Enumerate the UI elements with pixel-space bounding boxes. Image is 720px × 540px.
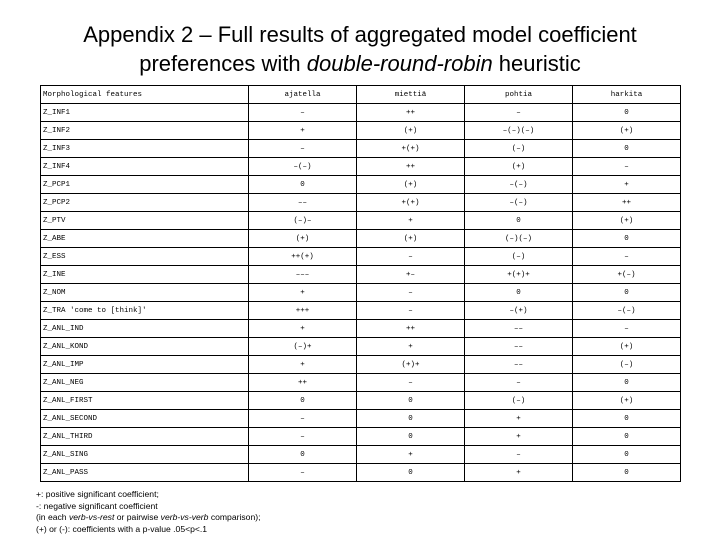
value-cell: (–) xyxy=(465,392,573,410)
value-cell: –– xyxy=(249,194,357,212)
value-cell: 0 xyxy=(573,428,681,446)
value-cell: + xyxy=(249,356,357,374)
table-row xyxy=(41,464,681,482)
value-cell: (–)(–) xyxy=(465,230,573,248)
value-cell: + xyxy=(465,410,573,428)
value-cell: +++ xyxy=(249,302,357,320)
results-table xyxy=(40,85,681,482)
table-row xyxy=(41,248,681,266)
title-line-2-emphasis: double-round-robin xyxy=(306,51,493,76)
value-cell: –(–) xyxy=(573,302,681,320)
value-cell: –(–) xyxy=(249,158,357,176)
feature-cell: Z_ANL_KOND xyxy=(41,338,249,356)
value-cell: – xyxy=(357,248,465,266)
value-cell: 0 xyxy=(573,230,681,248)
value-cell: 0 xyxy=(573,140,681,158)
value-cell: +(–) xyxy=(573,266,681,284)
value-cell: 0 xyxy=(573,410,681,428)
feature-cell: Z_NOM xyxy=(41,284,249,302)
table-row xyxy=(41,212,681,230)
table-header-row xyxy=(41,86,681,104)
value-cell: – xyxy=(249,464,357,482)
feature-cell: Z_ESS xyxy=(41,248,249,266)
value-cell: (+) xyxy=(465,158,573,176)
value-cell: (–)+ xyxy=(249,338,357,356)
feature-cell: Z_ANL_IMP xyxy=(41,356,249,374)
feature-cell: Z_ANL_SECOND xyxy=(41,410,249,428)
column-header-harkita: harkita xyxy=(573,86,681,104)
table-row xyxy=(41,338,681,356)
note-positive: +: positive significant coefficient; xyxy=(36,489,159,499)
value-cell: ++ xyxy=(357,104,465,122)
value-cell: – xyxy=(465,104,573,122)
table-row xyxy=(41,194,681,212)
column-header-ajatella: ajatella xyxy=(249,86,357,104)
value-cell: – xyxy=(249,428,357,446)
feature-cell: Z_PTV xyxy=(41,212,249,230)
table-row xyxy=(41,140,681,158)
value-cell: (+) xyxy=(573,212,681,230)
value-cell: 0 xyxy=(465,284,573,302)
value-cell: 0 xyxy=(573,104,681,122)
value-cell: (+) xyxy=(573,392,681,410)
table-body xyxy=(41,104,681,482)
value-cell: ––– xyxy=(249,266,357,284)
value-cell: + xyxy=(465,428,573,446)
feature-cell: Z_INF3 xyxy=(41,140,249,158)
table-row xyxy=(41,266,681,284)
table-row xyxy=(41,356,681,374)
value-cell: 0 xyxy=(357,428,465,446)
column-header-pohtia: pohtia xyxy=(465,86,573,104)
note-comparison-a: (in each xyxy=(36,512,69,522)
value-cell: + xyxy=(249,284,357,302)
value-cell: – xyxy=(357,374,465,392)
column-header-features: Morphological features xyxy=(41,86,249,104)
value-cell: 0 xyxy=(573,374,681,392)
value-cell: 0 xyxy=(249,392,357,410)
feature-cell: Z_ANL_THIRD xyxy=(41,428,249,446)
value-cell: (–) xyxy=(573,356,681,374)
table-row xyxy=(41,104,681,122)
note-comparison-c: comparison); xyxy=(208,512,261,522)
value-cell: – xyxy=(249,140,357,158)
value-cell: (+) xyxy=(357,230,465,248)
feature-cell: Z_ANL_FIRST xyxy=(41,392,249,410)
table-row xyxy=(41,158,681,176)
feature-cell: Z_TRA 'come to [think]' xyxy=(41,302,249,320)
value-cell: 0 xyxy=(465,212,573,230)
feature-cell: Z_INF1 xyxy=(41,104,249,122)
value-cell: (–)– xyxy=(249,212,357,230)
value-cell: –– xyxy=(465,320,573,338)
value-cell: – xyxy=(573,248,681,266)
value-cell: – xyxy=(573,158,681,176)
value-cell: 0 xyxy=(249,446,357,464)
value-cell: – xyxy=(357,302,465,320)
column-header-miettia: miettiä xyxy=(357,86,465,104)
note-negative: -: negative significant coefficient xyxy=(36,500,158,511)
value-cell: 0 xyxy=(573,284,681,302)
slide-title xyxy=(0,20,720,78)
table-row xyxy=(41,122,681,140)
title-line-1: Appendix 2 – Full results of aggregated model coefficient xyxy=(83,22,637,47)
value-cell: –(+) xyxy=(465,302,573,320)
table-row xyxy=(41,392,681,410)
value-cell: (+) xyxy=(249,230,357,248)
value-cell: – xyxy=(573,320,681,338)
note-comparison-verb-vs-rest: verb-vs-rest xyxy=(68,512,115,522)
value-cell: 0 xyxy=(573,464,681,482)
value-cell: + xyxy=(573,176,681,194)
value-cell: + xyxy=(357,446,465,464)
value-cell: (+)+ xyxy=(357,356,465,374)
feature-cell: Z_ANL_NEG xyxy=(41,374,249,392)
table-row xyxy=(41,230,681,248)
value-cell: (+) xyxy=(573,122,681,140)
feature-cell: Z_ANL_SING xyxy=(41,446,249,464)
value-cell: + xyxy=(357,212,465,230)
value-cell: –(–) xyxy=(465,194,573,212)
feature-cell: Z_PCP1 xyxy=(41,176,249,194)
value-cell: (+) xyxy=(357,122,465,140)
feature-cell: Z_INE xyxy=(41,266,249,284)
feature-cell: Z_ANL_PASS xyxy=(41,464,249,482)
value-cell: +(+) xyxy=(357,194,465,212)
feature-cell: Z_PCP2 xyxy=(41,194,249,212)
value-cell: 0 xyxy=(573,446,681,464)
value-cell: (–) xyxy=(465,140,573,158)
value-cell: 0 xyxy=(357,392,465,410)
feature-cell: Z_INF4 xyxy=(41,158,249,176)
table-row xyxy=(41,320,681,338)
value-cell: ++ xyxy=(357,158,465,176)
value-cell: – xyxy=(465,446,573,464)
note-comparison xyxy=(36,512,261,524)
note-comparison-verb-vs-verb: verb-vs-verb xyxy=(160,512,209,522)
value-cell: – xyxy=(357,284,465,302)
value-cell: – xyxy=(249,104,357,122)
value-cell: +– xyxy=(357,266,465,284)
title-line-2-start: preferences with xyxy=(139,51,307,76)
value-cell: –(–)(–) xyxy=(465,122,573,140)
title-line-2 xyxy=(0,49,720,78)
value-cell: 0 xyxy=(357,464,465,482)
value-cell: ++ xyxy=(357,320,465,338)
value-cell: 0 xyxy=(249,176,357,194)
legend-notes xyxy=(36,489,261,535)
value-cell: + xyxy=(357,338,465,356)
table-row xyxy=(41,302,681,320)
table-row xyxy=(41,446,681,464)
value-cell: ++ xyxy=(249,374,357,392)
table-row xyxy=(41,410,681,428)
value-cell: (+) xyxy=(573,338,681,356)
value-cell: ++ xyxy=(573,194,681,212)
value-cell: –– xyxy=(465,356,573,374)
value-cell: (–) xyxy=(465,248,573,266)
value-cell: –(–) xyxy=(465,176,573,194)
value-cell: + xyxy=(465,464,573,482)
value-cell: +(+) xyxy=(357,140,465,158)
value-cell: +(+)+ xyxy=(465,266,573,284)
value-cell: ++(+) xyxy=(249,248,357,266)
table-row xyxy=(41,428,681,446)
title-line-2-end: heuristic xyxy=(492,51,581,76)
value-cell: – xyxy=(465,374,573,392)
note-marginal: (+) or (-): coefficients with a p-value .05<p<.1 xyxy=(36,523,208,534)
value-cell: + xyxy=(249,320,357,338)
value-cell: 0 xyxy=(357,410,465,428)
value-cell: –– xyxy=(465,338,573,356)
table-row xyxy=(41,284,681,302)
value-cell: (+) xyxy=(357,176,465,194)
value-cell: – xyxy=(249,410,357,428)
note-comparison-b: or pairwise xyxy=(114,512,161,522)
table-row xyxy=(41,176,681,194)
table-row xyxy=(41,374,681,392)
feature-cell: Z_ANL_IND xyxy=(41,320,249,338)
feature-cell: Z_ABE xyxy=(41,230,249,248)
value-cell: + xyxy=(249,122,357,140)
feature-cell: Z_INF2 xyxy=(41,122,249,140)
